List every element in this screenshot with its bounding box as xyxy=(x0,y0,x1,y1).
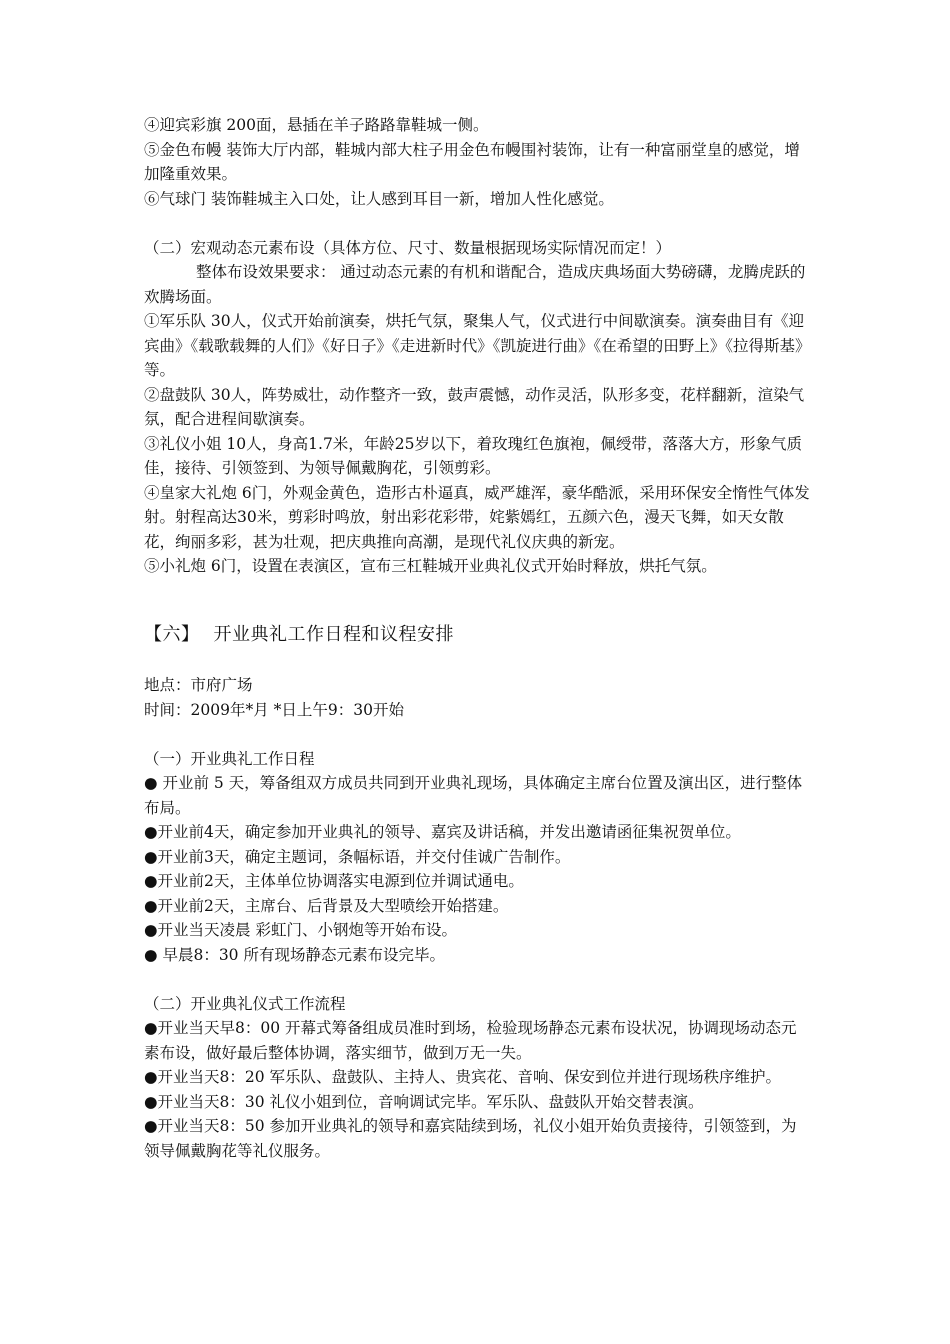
schedule-item: ●开业前4天，确定参加开业典礼的领导、嘉宾及讲话稿，并发出邀请函征集祝贺单位。 xyxy=(144,823,741,841)
spacer xyxy=(144,967,810,992)
section-heading xyxy=(144,621,810,649)
dynamic-item-royal-cannon: ④皇家大礼炮 6门，外观金黄色，造形古朴逼真，威严雄浑，豪华酷派，采用环保安全惰性气体发射。射程高达30米，剪彩时鸣放，射出彩花彩带，姹紫嫣红，五颜六色，漫天飞舞，如天女散花，绚丽多彩，甚为壮观，把庆典推向高潮，是现代礼仪庆典的新宠。 xyxy=(144,483,810,551)
process-title: （二）开业典礼仪式工作流程 xyxy=(144,994,346,1013)
process-item: ●开业当天早8：00 开幕式筹备组成员准时到场，检验现场静态元素布设状况，协调现场动态元素布设，做好最后整体协调，落实细节，做到万无一失。 xyxy=(144,1019,797,1062)
schedule-item: ●开业前2天，主席台、后背景及大型喷绘开始搭建。 xyxy=(144,896,509,915)
spacer xyxy=(144,579,810,621)
spacer xyxy=(144,649,810,674)
spacer xyxy=(144,211,810,236)
schedule-title: （一）开业典礼工作日程 xyxy=(144,749,315,768)
schedule-item: ● 开业前 5 天，筹备组双方成员共同到开业典礼现场，具体确定主席台位置及演出区，进行整体布局。 xyxy=(144,774,803,817)
process-item: ●开业当天8：50 参加开业典礼的领导和嘉宾陆续到场，礼仪小姐开始负责接待，引领签到，为领导佩戴胸花等礼仪服务。 xyxy=(144,1117,797,1160)
decoration-item-flags: ④迎宾彩旗 200面，悬插在羊子路路靠鞋城一侧。 xyxy=(144,116,489,134)
section-number: 【六】 xyxy=(144,623,200,645)
overall-requirement: 整体布设效果要求： 通过动态元素的有机和谐配合，造成庆典场面大势磅礴，龙腾虎跃的欢腾场面。 xyxy=(144,263,806,306)
spacer xyxy=(144,722,810,747)
dynamic-elements-title: （二）宏观动态元素布设（具体方位、尺寸、数量根据现场实际情况而定！） xyxy=(144,238,672,257)
section-title: 开业典礼工作日程和议程安排 xyxy=(213,623,454,645)
document-body xyxy=(144,113,810,1163)
event-time: 时间：2009年*月 *日上午9：30开始 xyxy=(144,700,404,719)
decoration-item-balloon-arch: ⑥气球门 装饰鞋城主入口处，让人感到耳目一新，增加人性化感觉。 xyxy=(144,189,614,208)
schedule-item: ●开业前3天，确定主题词，条幅标语，并交付佳诚广告制作。 xyxy=(144,847,571,866)
dynamic-item-etiquette-ladies: ③礼仪小姐 10人，身高1.7米，年龄25岁以下，着玫瑰红色旗袍，佩绶带，落落大方，形象气质佳，接待、引领签到、为领导佩戴胸花，引领剪彩。 xyxy=(144,434,803,477)
dynamic-item-drum-team: ②盘鼓队 30人，阵势威壮，动作整齐一致，鼓声震憾，动作灵活，队形多变，花样翻新，渲染气氛，配合进程间歇演奏。 xyxy=(144,385,805,428)
schedule-item: ● 早晨8：30 所有现场静态元素布设完毕。 xyxy=(144,945,445,964)
dynamic-item-band: ①军乐队 30人，仪式开始前演奏，烘托气氛，聚集人气，仪式进行中间歇演奏。演奏曲目有《迎宾曲》《载歌载舞的人们》《好日子》《走进新时代》《凯旋进行曲》《在希望的田野上》《拉得斯基》等。 xyxy=(144,312,805,379)
schedule-item: ●开业当天凌晨 彩虹门、小钢炮等开始布设。 xyxy=(144,921,457,939)
schedule-item: ●开业前2天，主体单位协调落实电源到位并调试通电。 xyxy=(144,872,524,890)
process-item: ●开业当天8：20 军乐队、盘鼓队、主持人、贵宾花、音响、保安到位并进行现场秩序维护。 xyxy=(144,1068,782,1086)
dynamic-item-small-cannon: ⑤小礼炮 6门，设置在表演区，宣布三杠鞋城开业典礼仪式开始时释放，烘托气氛。 xyxy=(144,557,717,575)
event-location: 地点：市府广场 xyxy=(144,676,253,694)
process-item: ●开业当天8：30 礼仪小姐到位，音响调试完毕。军乐队、盘鼓队开始交替表演。 xyxy=(144,1092,704,1111)
decoration-item-drapes: ⑤金色布幔 装饰大厅内部，鞋城内部大柱子用金色布幔围衬装饰，让有一种富丽堂皇的感觉，增加隆重效果。 xyxy=(144,140,800,183)
